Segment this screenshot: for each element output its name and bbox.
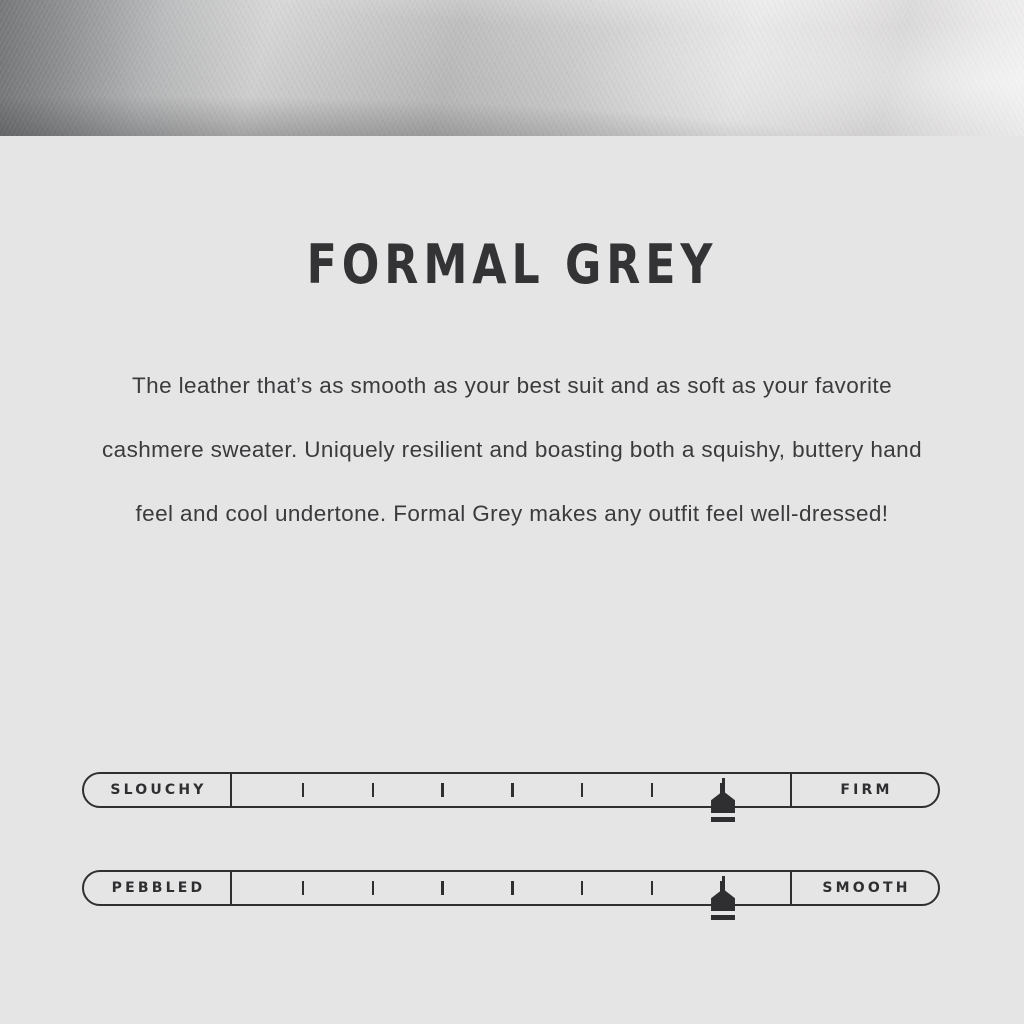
scale-right-label: FIRM <box>790 774 938 806</box>
scale-tick <box>511 881 514 895</box>
scale-marker-icon <box>708 778 738 832</box>
scale-track <box>82 870 940 906</box>
scale-tick <box>511 783 514 797</box>
scale-tick <box>441 783 444 797</box>
scale-left-label: SLOUCHY <box>84 774 232 806</box>
scale-tick <box>441 881 444 895</box>
scale-track <box>82 772 940 808</box>
leather-swatch-photo <box>0 0 1024 136</box>
scale-tick <box>651 881 654 895</box>
scale-tick <box>302 881 305 895</box>
scale-ticks <box>232 872 790 904</box>
page-title: FORMAL GREY <box>306 233 718 296</box>
scale-structure <box>82 772 942 810</box>
scale-ticks <box>232 774 790 806</box>
scale-tick <box>302 783 305 797</box>
scale-right-label: SMOOTH <box>790 872 938 904</box>
scale-tick <box>372 881 375 895</box>
attribute-scales <box>82 772 942 968</box>
scale-marker-icon <box>708 876 738 930</box>
scale-tick <box>372 783 375 797</box>
leather-grain-texture <box>0 0 1024 136</box>
scale-left-label: PEBBLED <box>84 872 232 904</box>
scale-tick <box>581 783 584 797</box>
description-text: The leather that’s as smooth as your best suit and as soft as your favorite cashmere sweater. Uniquely resilient and boasting both a squishy, buttery hand feel and cool undertone. Formal Grey makes any outfit feel well-dressed! <box>102 373 922 526</box>
scale-tick <box>651 783 654 797</box>
scale-texture <box>82 870 942 908</box>
scale-tick <box>581 881 584 895</box>
card-content <box>0 136 1024 1024</box>
